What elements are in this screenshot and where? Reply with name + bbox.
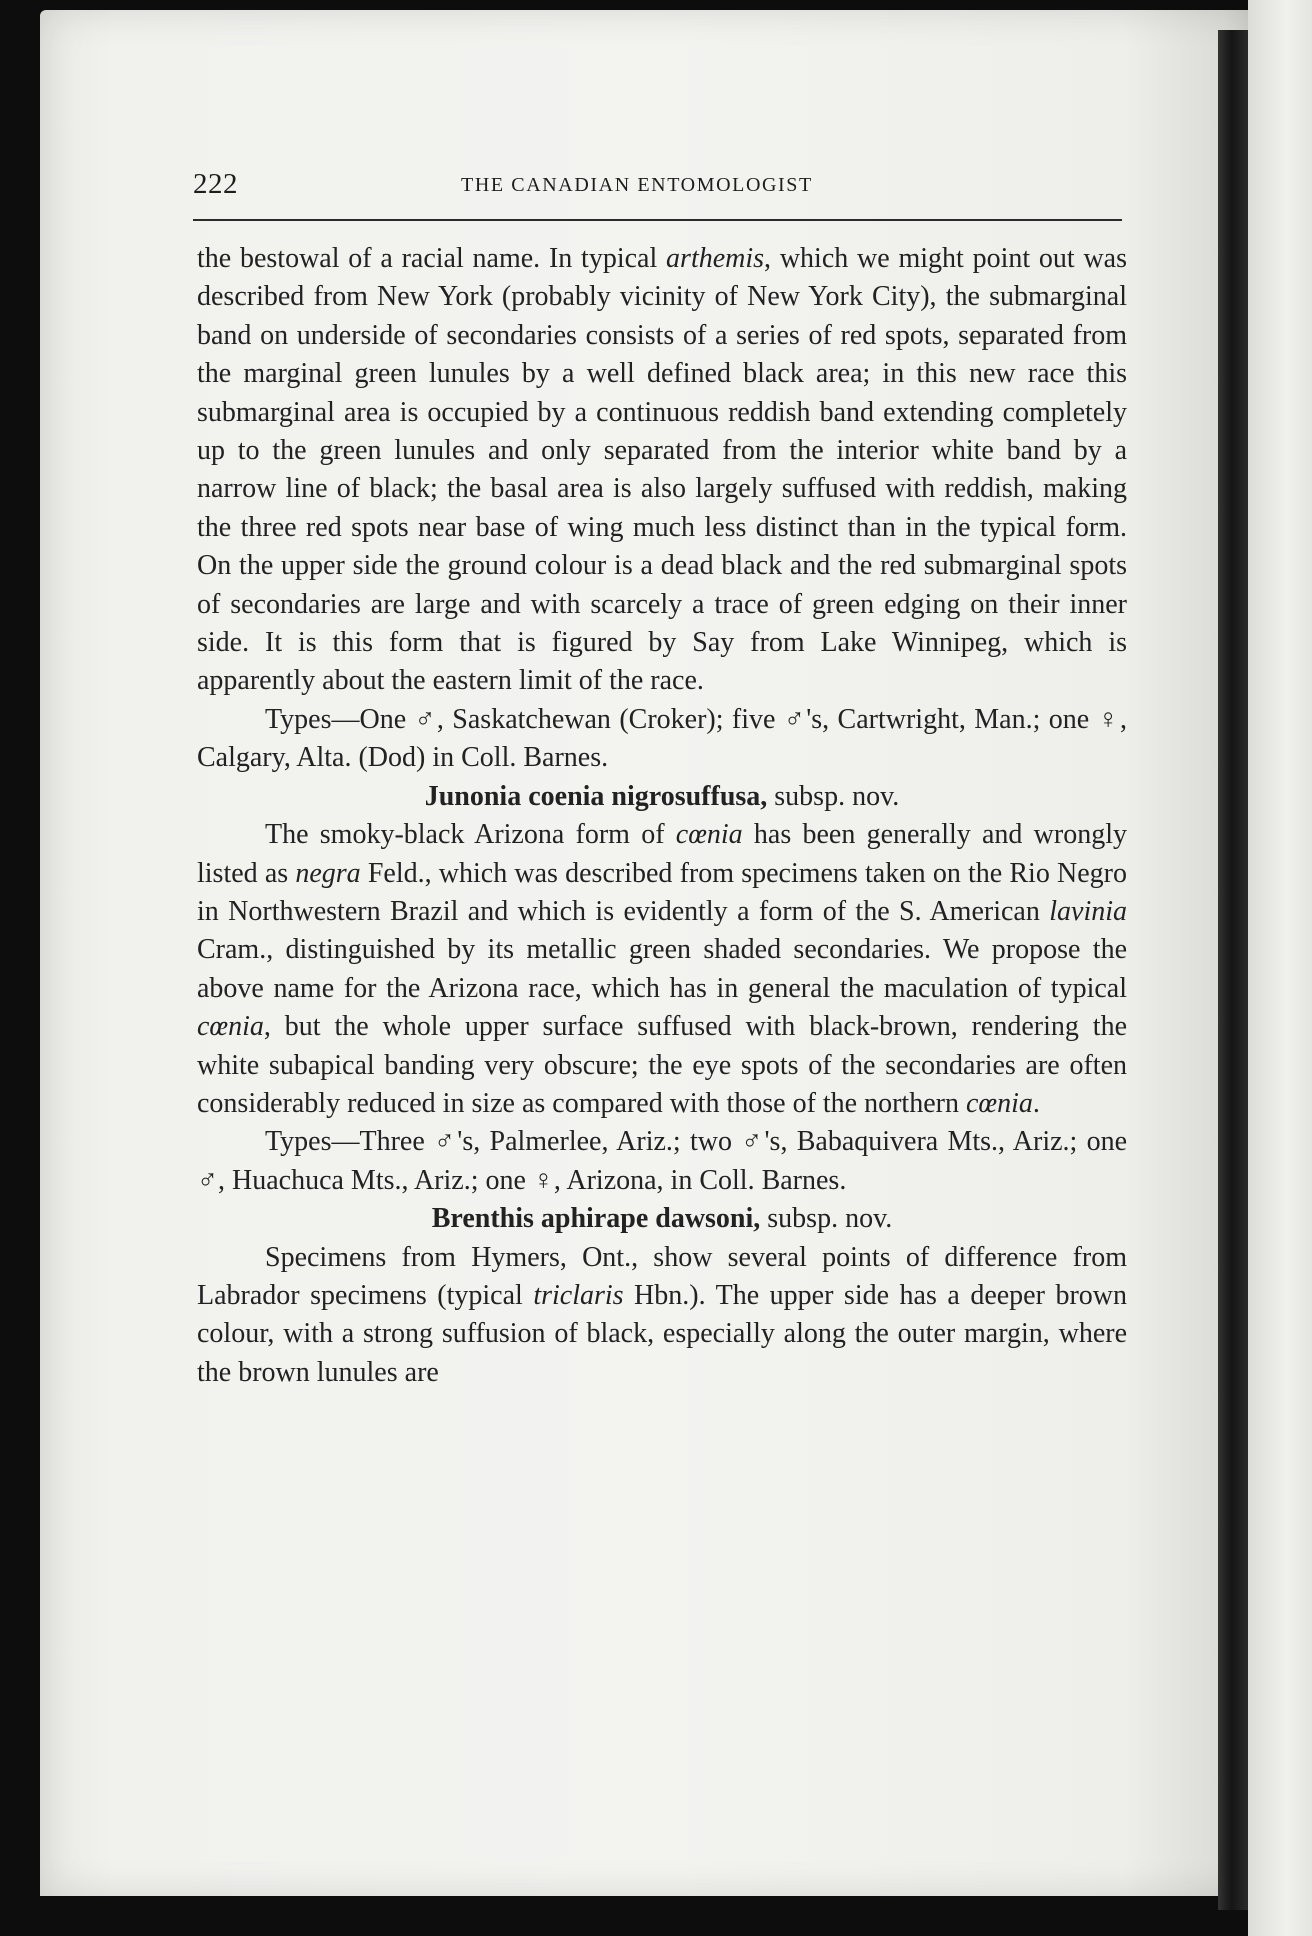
paragraph-brenthis: Specimens from Hymers, Ont., show several points of difference from Labrador specimens (typical triclaris Hbn.). The upper side has a deeper brown colour, with a strong suffusion of black, especially along the outer margin, where the brown lunules are: [197, 1241, 1127, 1388]
page-number: 222: [193, 168, 238, 200]
taxon-status: subsp. nov.: [767, 780, 900, 812]
book-gutter: [1218, 30, 1248, 1910]
types-paragraph-1: Types—One ♂, Saskatchewan (Croker); five ♂'s, Cartwright, Man.; one ♀, Calgary, Alta. (Dod) in Coll. Barnes.: [197, 703, 1127, 774]
types-paragraph-2: Types—Three ♂'s, Palmerlee, Ariz.; two ♂'s, Babaquivera Mts., Ariz.; one ♂, Huachuca Mts., Ariz.; one ♀, Arizona, in Coll. Barnes.: [197, 1126, 1127, 1196]
section-heading-junonia: [197, 778, 1127, 816]
section-heading-brenthis: [197, 1200, 1127, 1238]
taxon-name: Brenthis aphirape dawsoni,: [431, 1203, 761, 1235]
running-head: THE CANADIAN ENTOMOLOGIST: [461, 174, 813, 196]
facing-page-edge: [1248, 0, 1312, 1936]
paragraph-junonia: The smoky-black Arizona form of cœnia has been generally and wrongly listed as negra Feld., which was described from specimens taken on the Rio Negro in Northwestern Brazil and which is evidently a form of the S. American lavinia Cram., distinguished by its metallic green shaded secondaries. We propose the above name for the Arizona race, which has in general the maculation of typical cœnia, but the whole upper surface suffused with black-brown, rendering the white subapical banding very obscure; the eye spots of the secondaries are often considerably reduced in size as compared with those of the northern cœnia.: [197, 819, 1127, 1119]
page-header: [193, 168, 1122, 208]
taxon-status: subsp. nov.: [760, 1203, 893, 1235]
article-body: [197, 240, 1127, 1392]
paragraph-arthemis: the bestowal of a racial name. In typical arthemis, which we might point out was described from New York (probably vicinity of New York City), the submarginal band on underside of secondaries consists of a series of red spots, separated from the marginal green lunules by a well defined black area; in this new race this submarginal area is occupied by a continuous reddish band extending completely up to the green lunules and only separated from the interior white band by a narrow line of black; the basal area is also largely suffused with reddish, making the three red spots near base of wing much less distinct than in the typical form. On the upper side the ground colour is a dead black and the red submarginal spots of secondaries are large and with scarcely a trace of green edging on their inner side. It is this form that is figured by Say from Lake Winnipeg, which is apparently about the eastern limit of the race.: [197, 243, 1128, 697]
taxon-name: Junonia coenia nigrosuffusa,: [424, 780, 768, 812]
header-rule: [193, 219, 1122, 221]
